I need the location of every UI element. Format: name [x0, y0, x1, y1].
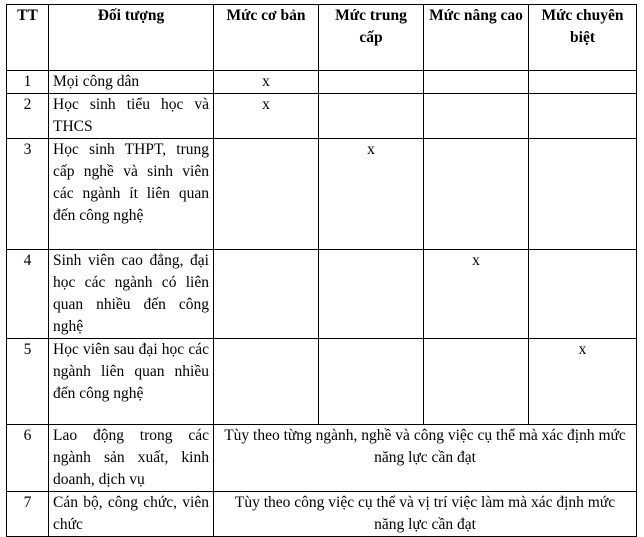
row-number: 7: [7, 492, 49, 537]
table-row: [7, 250, 637, 339]
row-number: 4: [7, 250, 49, 339]
header-advanced-level: Mức nâng cao: [424, 5, 529, 71]
row-number: 6: [7, 425, 49, 492]
mark-specialized: [529, 94, 637, 139]
mark-specialized: [529, 71, 637, 94]
table-row: [7, 94, 637, 139]
mark-intermediate: [319, 250, 424, 339]
mark-specialized: [529, 250, 637, 339]
mark-advanced: [424, 339, 529, 425]
mark-advanced: [424, 139, 529, 250]
row-number: 1: [7, 71, 49, 94]
header-tt: TT: [7, 5, 49, 71]
header-row: [7, 5, 637, 71]
mark-advanced: [424, 94, 529, 139]
mark-specialized: x: [529, 339, 637, 425]
mark-intermediate: x: [319, 139, 424, 250]
row-object: Lao động trong các ngành sản xuất, kinh doanh, dịch vụ: [49, 425, 214, 492]
row-number: 3: [7, 139, 49, 250]
mark-specialized: [529, 139, 637, 250]
table-row: [7, 425, 637, 492]
row-number: 2: [7, 94, 49, 139]
mark-basic: x: [214, 94, 319, 139]
mark-basic: x: [214, 71, 319, 94]
row-object: Sinh viên cao đẳng, đại học các ngành có liên quan nhiều đến công nghệ: [49, 250, 214, 339]
mark-basic: [214, 339, 319, 425]
header-intermediate-level: Mức trung cấp: [319, 5, 424, 71]
row-object: Học sinh THPT, trung cấp nghề và sinh viên các ngành ít liên quan đến công nghệ: [49, 139, 214, 250]
competency-level-table: [6, 4, 637, 537]
table-row: [7, 492, 637, 537]
header-specialized-level: Mức chuyên biệt: [529, 5, 637, 71]
row-object: Mọi công dân: [49, 71, 214, 94]
mark-basic: [214, 139, 319, 250]
mark-advanced: x: [424, 250, 529, 339]
mark-intermediate: [319, 71, 424, 94]
table-row: [7, 139, 637, 250]
header-basic-level: Mức cơ bản: [214, 5, 319, 71]
row-object: Học viên sau đại học các ngành liên quan nhiều đến công nghệ: [49, 339, 214, 425]
row-object: Cán bộ, công chức, viên chức: [49, 492, 214, 537]
table-row: [7, 71, 637, 94]
row-note: Tùy theo từng ngành, nghề và công việc cụ thể mà xác định mức năng lực cần đạt: [214, 425, 637, 492]
mark-advanced: [424, 71, 529, 94]
row-note: Tùy theo công việc cụ thể và vị trí việc làm mà xác định mức năng lực cần đạt: [214, 492, 637, 537]
mark-intermediate: [319, 339, 424, 425]
mark-basic: [214, 250, 319, 339]
row-number: 5: [7, 339, 49, 425]
row-object: Học sinh tiểu học và THCS: [49, 94, 214, 139]
header-object: Đối tượng: [49, 5, 214, 71]
mark-intermediate: [319, 94, 424, 139]
table-row: [7, 339, 637, 425]
